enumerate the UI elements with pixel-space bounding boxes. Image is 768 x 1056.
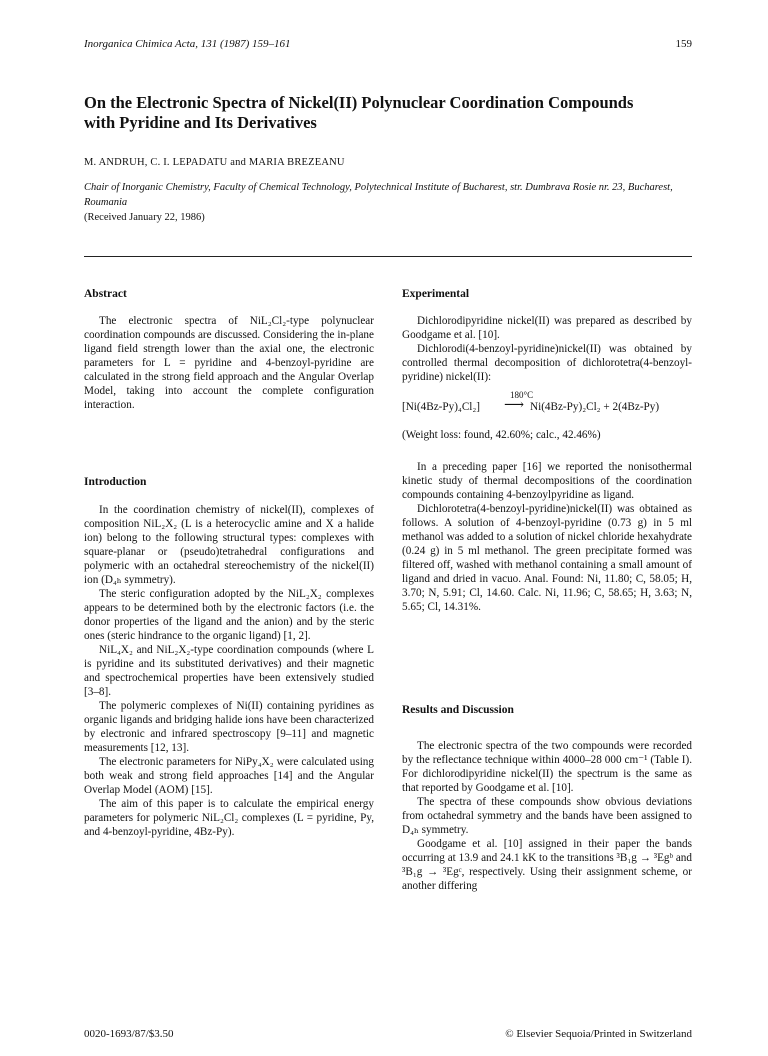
results-heading: Results and Discussion [402,704,514,716]
results-paragraph: The electronic spectra of the two compounds were recorded by the reflectance technique within 4000–28 000 cm⁻¹ (Table I). For dichlorodipyridine nickel(II) the spectrum is the same as that reported by Goodgame et al. [10]. [402,740,692,794]
title-line-1: On the Electronic Spectra of Nickel(II) Polynuclear Coordination Compounds [84,93,634,112]
abstract-heading: Abstract [84,288,127,300]
article-title [84,93,684,133]
experimental-heading: Experimental [402,288,470,300]
intro-paragraph: In the coordination chemistry of nickel(II), complexes of composition NiL₂X₂ (L is a heterocyclic amine and X a halide ion) belong to the following structural types: complexes with square-planar or (pseudo)tetrahedral configurations and polymeric with an octahedral stereochemistry of the nickel(II) ion (D₄ₕ symmetry). [84,504,374,586]
journal-citation: Inorganica Chimica Acta, 131 (1987) 159–161 [84,38,291,50]
introduction-heading: Introduction [84,476,147,488]
experimental-paragraph: Dichlorodi(4-benzoyl-pyridine)nickel(II) was obtained by controlled thermal decomposition of dichlorotetra(4-benzoyl-pyridine) nickel(II): [402,343,692,383]
reaction-arrow: ⟶ [504,398,525,413]
experimental-paragraph: Dichlorodipyridine nickel(II) was prepared as described by Goodgame et al. [10]. [402,315,692,341]
reaction-equation [402,388,692,418]
experimental-paragraph: In a preceding paper [16] we reported the nonisothermal kinetic study of thermal decompositions of the coordination compounds containing 4-benzoylpyridine as ligand. [402,461,692,501]
intro-paragraph: NiL₄X₂ and NiL₂X₂-type coordination compounds (where L is pyridine and its substituted derivatives) and their magnetic and spectrochemical properties have been extensively studied [3–8]. [84,644,374,698]
intro-paragraph: The steric configuration adopted by the NiL₂X₂ complexes appears to be determined both by the electronic factors (i.e. the donor properties of the ligand and the anion) and by the steric ones (steric hindrance to the organic ligand) [1, 2]. [84,588,374,642]
abstract-text: The electronic spectra of NiL₂Cl₂-type polynuclear coordination compounds are discussed. Considering the in-plane ligand field strength lower than the axial one, the electronic parameters for L = pyridine and 4-benzoyl-pyridine are calculated in the strong field approach and the Angular Overlap Model, taking into account the complete configuration interaction. [84,315,374,411]
received-date: (Received January 22, 1986) [84,212,205,223]
results-section [402,703,692,893]
intro-paragraph: The electronic parameters for NiPy₄X₂ were calculated using both weak and strong field approaches [14] and the Angular Overlap Model (AOM) [15]. [84,756,374,796]
intro-paragraph: The aim of this paper is to calculate the empirical energy parameters for polymeric NiL₂Cl₂ complexes (L = pyridine, Py, and 4-benzoyl-pyridine, 4Bz-Py). [84,798,374,838]
results-paragraph: Goodgame et al. [10] assigned in their paper the bands occurring at 13.9 and 24.1 kK to the transitions ³B₁g → ³Egᵇ and ³B₁g → ³Egᶜ, respectively. Using their assignment scheme, or another differing [402,838,692,892]
experimental-section [402,287,692,614]
header-divider [84,256,692,257]
copyright: © Elsevier Sequoia/Printed in Switzerland [505,1028,692,1040]
page-number: 159 [675,38,692,50]
products: Ni(4Bz-Py)₂Cl₂ + 2(4Bz-Py) [530,401,660,413]
introduction-section [84,475,374,839]
reaction-condition: 180°C [510,390,534,400]
experimental-paragraph: Dichlorotetra(4-benzoyl-pyridine)nickel(II) was obtained as follows. A solution of 4-benzoyl-pyridine (0.73 g) in 5 ml methanol was added to a solution of nickel chloride hexahydrate (0.24 g) in 5 ml methanol. The green precipitate formed was filtered off, washed with methanol containing a small amount of ligand and dried in vacuo. Anal. Found: Ni, 11.80; C, 58.05; H, 3.70; N, 5.91; Cl, 14.60. Calc. Ni, 11.96; C, 58.65; H, 3.63; N, 5.65; Cl, 14.31%. [402,503,692,613]
authors: M. ANDRUH, C. I. LEPADATU and MARIA BREZEANU [84,157,345,168]
reactant: [Ni(4Bz-Py)₄Cl₂] [402,401,481,413]
affiliation: Chair of Inorganic Chemistry, Faculty of Chemical Technology, Polytechnical Institute of Bucharest, str. Dumbrava Rosie nr. 23, Bucharest, Roumania [84,182,673,208]
abstract-section [84,287,374,412]
intro-paragraph: The polymeric complexes of Ni(II) containing pyridines as organic ligands and bridging halide ions have been characterized by electronic and infrared spectroscopy [9–11] and magnetic measurements [12, 13]. [84,700,374,754]
weight-loss: (Weight loss: found, 42.60%; calc., 42.46%) [402,429,601,441]
issn-code: 0020-1693/87/$3.50 [84,1028,174,1040]
title-line-2: with Pyridine and Its Derivatives [84,113,317,132]
results-paragraph: The spectra of these compounds show obvious deviations from octahedral symmetry and the bands have been assigned to D₄ₕ symmetry. [402,796,692,836]
